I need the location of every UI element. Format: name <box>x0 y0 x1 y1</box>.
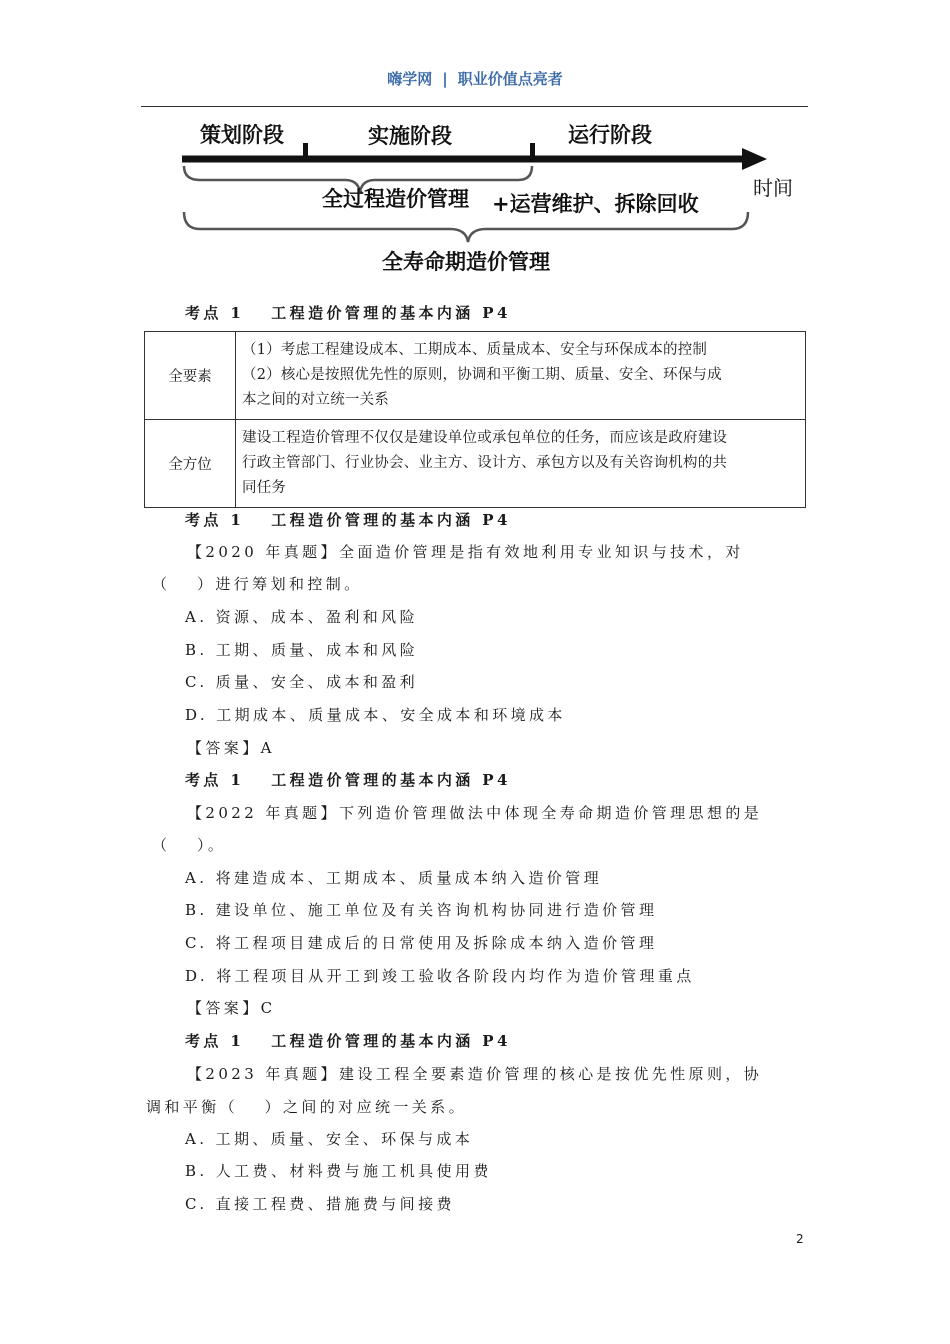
page-number: 2 <box>796 1232 804 1246</box>
stage-divider-1 <box>303 143 308 159</box>
row-value-line: 本之间的对立统一关系 <box>242 392 389 408</box>
q1-option-d: D. 工期成本、质量成本、安全成本和环境成本 <box>185 706 566 724</box>
q2-title: 考点 1 工程造价管理的基本内涵 P4 <box>185 771 511 789</box>
q1-stem: 【2020 年真题】全面造价管理是指有效地利用专业知识与技术，对 <box>187 543 744 561</box>
q2-stem: 【2022 年真题】下列造价管理做法中体现全寿命期造价管理思想的是 <box>187 804 763 822</box>
concept-table <box>144 331 806 508</box>
site-slogan: 职业价值点亮者 <box>457 70 563 88</box>
time-label: 时间 <box>753 176 793 200</box>
table-row <box>145 332 806 420</box>
header-separator: | <box>442 70 448 88</box>
q1-answer: 【答案】A <box>187 739 275 757</box>
page-header <box>0 68 950 89</box>
q3-title: 考点 1 工程造价管理的基本内涵 P4 <box>185 1032 511 1050</box>
site-name: 嗨学网 <box>387 70 433 88</box>
plus-operations-label: +运营维护、拆除回收 <box>492 192 699 216</box>
q3-option-a: A. 工期、质量、安全、环保与成本 <box>185 1130 474 1148</box>
cost-management-timeline-diagram <box>170 112 810 282</box>
row-value-line: 行政主管部门、行业协会、业主方、设计方、承包方以及有关咨询机构的共 <box>242 455 728 471</box>
table-row <box>145 420 806 508</box>
q2-answer: 【答案】C <box>187 999 276 1017</box>
q3-option-c: C. 直接工程费、措施费与间接费 <box>185 1195 455 1213</box>
timeline-arrow-head <box>742 148 767 170</box>
q2-option-c: C. 将工程项目建成后的日常使用及拆除成本纳入造价管理 <box>185 934 658 952</box>
life-cycle-brace <box>184 212 748 242</box>
row-value-all-elements <box>236 332 806 420</box>
q2-option-d: D. 将工程项目从开工到竣工验收各阶段内均作为造价管理重点 <box>185 967 695 985</box>
q3-stem-cont: 调和平衡（ ）之间的对应统一关系。 <box>146 1098 467 1116</box>
q2-stem-cont: （ ）。 <box>152 836 227 854</box>
q1-option-a: A. 资源、成本、盈利和风险 <box>185 608 418 626</box>
row-key-all-elements: 全要素 <box>145 332 236 420</box>
row-value-line: 同任务 <box>242 480 287 496</box>
section-title: 考点 1 工程造价管理的基本内涵 P4 <box>185 304 511 322</box>
row-value-line: 建设工程造价管理不仅仅是建设单位或承包单位的任务，而应该是政府建设 <box>242 430 728 446</box>
q3-option-b: B. 人工费、材料费与施工机具使用费 <box>185 1162 492 1180</box>
row-value-line: （2）核心是按照优先性的原则，协调和平衡工期、质量、安全、环保与成 <box>242 367 722 383</box>
stage-planning: 策划阶段 <box>200 123 284 147</box>
header-rule <box>141 106 808 107</box>
row-value-line: （1）考虑工程建设成本、工期成本、质量成本、安全与环保成本的控制 <box>242 342 708 358</box>
row-value-all-directions <box>236 420 806 508</box>
q1-option-b: B. 工期、质量、成本和风险 <box>185 641 419 659</box>
stage-divider-2 <box>530 143 535 159</box>
stage-implementation: 实施阶段 <box>368 124 452 148</box>
stage-operation: 运行阶段 <box>568 123 652 147</box>
q1-option-c: C. 质量、安全、成本和盈利 <box>185 673 419 691</box>
row-key-all-directions: 全方位 <box>145 420 236 508</box>
q2-option-b: B. 建设单位、施工单位及有关咨询机构协同进行造价管理 <box>185 901 658 919</box>
q1-title: 考点 1 工程造价管理的基本内涵 P4 <box>185 511 511 529</box>
q3-stem: 【2023 年真题】建设工程全要素造价管理的核心是按优先性原则，协 <box>187 1065 763 1083</box>
life-cycle-label: 全寿命期造价管理 <box>382 250 550 274</box>
q1-stem-cont: （ ）进行筹划和控制。 <box>152 575 363 593</box>
q2-option-a: A. 将建造成本、工期成本、质量成本纳入造价管理 <box>185 869 602 887</box>
whole-process-label: 全过程造价管理 <box>322 187 469 211</box>
